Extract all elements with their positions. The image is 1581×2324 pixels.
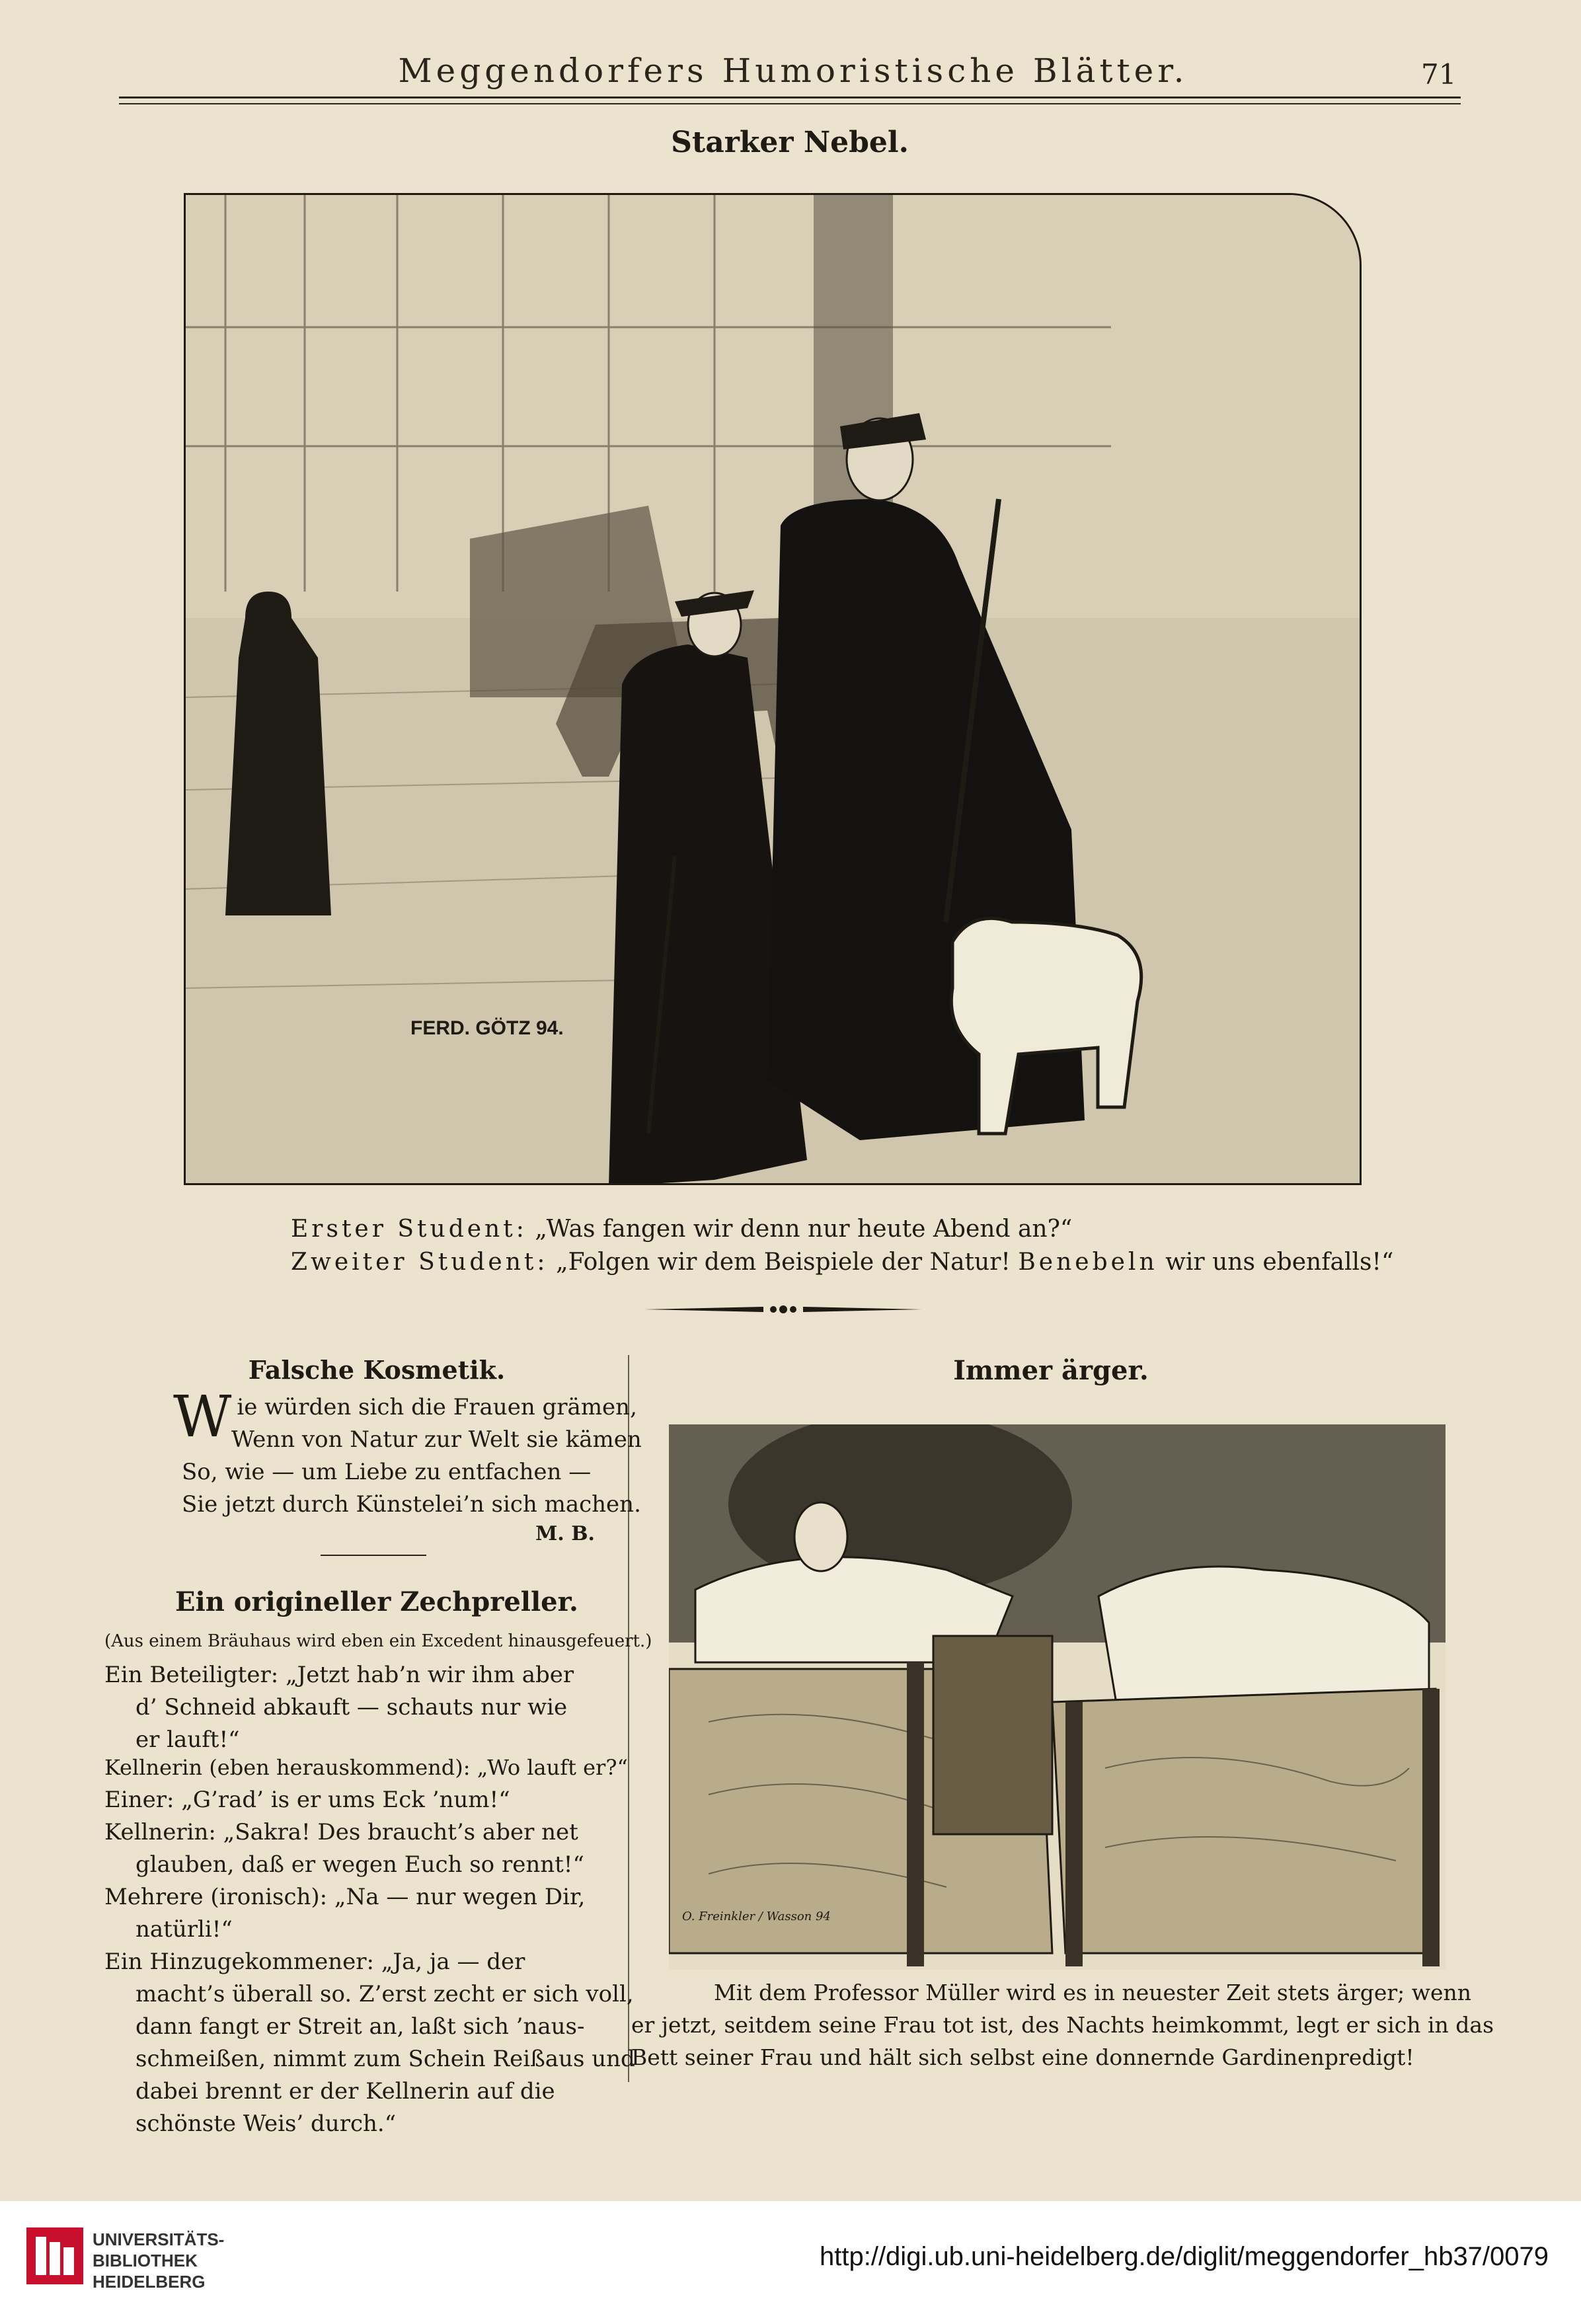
nightstand xyxy=(933,1636,1052,1834)
source-url-link[interactable]: http://digi.ub.uni-heidelberg.de/diglit/meggendorfer_hb37/0079 xyxy=(820,2242,1549,2271)
illustrator-signature: FERD. GÖTZ 94. xyxy=(410,1017,564,1039)
poem-title: Falsche Kosmetik. xyxy=(248,1355,506,1385)
sketch-line-3: er lauft!“ xyxy=(135,1726,240,1753)
professor-in-bed-scene xyxy=(669,1424,1446,1970)
sketch-line-9: natürli!“ xyxy=(135,1916,233,1943)
bottom-illustrator-signature: O. Freinkler / Wasson 94 xyxy=(682,1910,831,1923)
poem-end-rule xyxy=(321,1555,426,1556)
caption-emph-2: Benebeln xyxy=(1018,1249,1158,1276)
ornamental-divider xyxy=(644,1301,922,1318)
bedpost-right xyxy=(1422,1689,1440,1966)
bottom-illustration xyxy=(669,1424,1446,1970)
running-header-title: Meggendorfers Humoristische Blätter. xyxy=(398,52,1188,90)
poem-line-2: Wenn von Natur zur Welt sie kämen xyxy=(231,1426,642,1453)
bottom-caption-line-3: Bett seiner Frau und hält sich selbst eine donnernde Gardinenpredigt! xyxy=(631,2044,1414,2070)
digitization-footer xyxy=(0,2201,1581,2324)
sketch-line-12: dann fangt er Streit an, laßt sich ’naus- xyxy=(135,2013,585,2040)
caption-line-1 xyxy=(291,1213,1072,1246)
poem-drop-cap: W xyxy=(173,1384,232,1450)
sketch-line-7: glauben, daß er wegen Euch so rennt!“ xyxy=(135,1851,584,1878)
sketch-line-13: schmeißen, nimmt zum Schein Reißaus und xyxy=(135,2046,635,2072)
sketch-line-8: Mehrere (ironisch): „Na — nur wegen Dir, xyxy=(104,1884,586,1910)
professor-head xyxy=(794,1502,847,1571)
caption-speaker-1: Erster Student: xyxy=(291,1216,527,1243)
library-name-line-2: BIBLIOTHEK xyxy=(93,2251,198,2270)
sketch-line-11: macht’s überall so. Z’erst zecht er sich voll, xyxy=(135,1981,634,2007)
library-name-line-3: HEIDELBERG xyxy=(93,2272,206,2292)
bedpost-mid xyxy=(1065,1702,1083,1966)
sketch-line-14: dabei brennt er der Kellnerin auf die xyxy=(135,2078,555,2105)
sketch-line-2: d’ Schneid abkauft — schauts nur wie xyxy=(135,1694,568,1721)
sketch-line-4: Kellnerin (eben herauskommend): „Wo lauft er?“ xyxy=(104,1755,628,1780)
bed-right xyxy=(1052,1689,1436,1953)
library-name-line-1: UNIVERSITÄTS- xyxy=(93,2229,225,2249)
caption-text-2: „Folgen wir dem Beispiele der Natur! xyxy=(555,1249,1011,1276)
top-story-title: Starker Nebel. xyxy=(671,126,909,159)
header-rule-bottom xyxy=(119,103,1461,104)
caption-speaker-2: Zweiter Student: xyxy=(291,1249,549,1276)
library-logo-icon xyxy=(26,2227,83,2284)
bedpost-left xyxy=(907,1662,924,1966)
poem-author: M. B. xyxy=(535,1522,595,1545)
header-rule-top xyxy=(119,97,1461,98)
caption-line-2 xyxy=(291,1246,1393,1279)
sketch-intro: (Aus einem Bräuhaus wird eben ein Excedent hinausgefeuert.) xyxy=(104,1631,652,1651)
sketch-line-10: Ein Hinzugekommener: „Ja, ja — der xyxy=(104,1949,525,1975)
sketch-line-5: Einer: „G’rad’ is er ums Eck ’num!“ xyxy=(104,1787,510,1813)
bottom-caption-line-2: er jetzt, seitdem seine Frau tot ist, des Nachts heimkommt, legt er sich in das xyxy=(631,2012,1494,2038)
poem-line-1-rest: ie würden sich die Frauen grämen, xyxy=(237,1394,637,1420)
poem-line-4: Sie jetzt durch Künstelei’n sich machen. xyxy=(182,1491,641,1518)
sketch-line-15: schönste Weis’ durch.“ xyxy=(135,2111,397,2137)
bottom-caption-line-1: Mit dem Professor Müller wird es in neuester Zeit stets ärger; wenn xyxy=(714,1980,1472,2005)
caption-rest-2: wir uns ebenfalls!“ xyxy=(1165,1249,1394,1276)
top-illustration xyxy=(184,193,1362,1185)
sketch-title: Ein origineller Zechpreller. xyxy=(175,1586,578,1617)
bottom-story-title: Immer ärger. xyxy=(953,1355,1149,1386)
sketch-line-6: Kellnerin: „Sakra! Des braucht’s aber net xyxy=(104,1819,578,1845)
caption-text-1: „Was fangen wir denn nur heute Abend an?“ xyxy=(535,1216,1073,1243)
poem-line-3: So, wie — um Liebe zu entfachen — xyxy=(182,1459,592,1485)
foggy-street-scene xyxy=(186,195,1360,1183)
column-divider xyxy=(628,1355,629,2082)
page-number: 71 xyxy=(1421,58,1457,91)
sketch-line-1: Ein Beteiligter: „Jetzt hab’n wir ihm aber xyxy=(104,1662,574,1688)
